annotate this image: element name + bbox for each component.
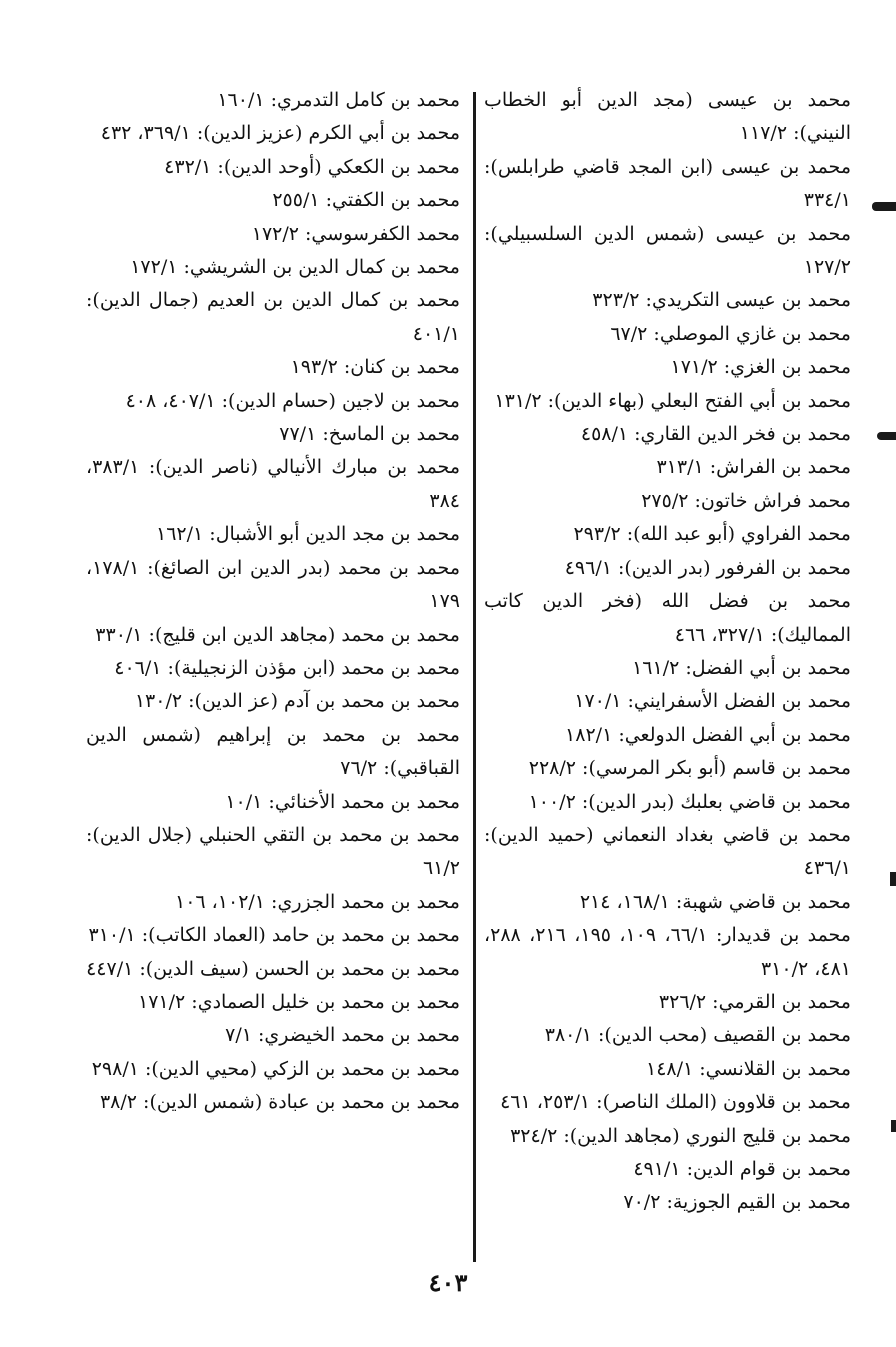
index-entry: محمد بن قاضي شهبة: ١٦٨/١، ٢١٤ xyxy=(579,890,851,913)
index-entry: محمد بن القصيف (محب الدين): ٣٨٠/١ xyxy=(544,1024,851,1047)
index-entry: محمد بن محمد بن الزكي (محيي الدين): ٢٩٨/١ xyxy=(91,1057,460,1080)
index-column-right xyxy=(484,84,851,1220)
index-entry: محمد بن الغزي: ١٧١/٢ xyxy=(670,356,851,379)
index-entry: محمد بن قاسم (أبو بكر المرسي): ٢٢٨/٢ xyxy=(528,757,851,780)
index-entry: محمد بن الكفتي: ٢٥٥/١ xyxy=(272,189,460,212)
index-entry: محمد بن محمد (مجاهد الدين ابن قليج): ٣٣٠/١ xyxy=(95,623,460,646)
index-entry: محمد بن محمد بن التقي الحنبلي (جلال الدين): ٦١/٢ xyxy=(86,823,460,880)
index-entry: محمد بن محمد (بدر الدين ابن الصائغ): ١٧٨/١، ١٧٩ xyxy=(86,556,460,613)
page-edge-mark xyxy=(877,432,896,440)
index-entry: محمد الكفرسوسي: ١٧٢/٢ xyxy=(251,222,460,245)
index-entry: محمد بن أبي الفتح البعلي (بهاء الدين): ١٣١/٢ xyxy=(494,389,851,412)
index-entry: محمد بن الفضل الأسفرايني: ١٧٠/١ xyxy=(574,690,851,713)
index-entry: محمد بن قوام الدين: ٤٩١/١ xyxy=(633,1158,851,1180)
index-entry: محمد بن محمد بن خليل الصمادي: ١٧١/٢ xyxy=(138,990,460,1013)
index-entry: محمد بن الكعكي (أوحد الدين): ٤٣٢/١ xyxy=(164,155,460,178)
index-entry: محمد بن الماسخ: ٧٧/١ xyxy=(279,423,460,446)
index-entry: محمد بن كامل التدمري: ١٦٠/١ xyxy=(217,89,460,111)
index-entry: محمد الفراوي (أبو عبد الله): ٢٩٣/٢ xyxy=(573,523,851,546)
page-edge-mark xyxy=(891,1120,896,1132)
index-entry: محمد بن محمد الخيضري: ٧/١ xyxy=(225,1024,460,1047)
index-entry: محمد بن كنان: ١٩٣/٢ xyxy=(290,356,460,379)
index-entry: محمد بن عيسى (شمس الدين السلسبيلي): ١٢٧/٢ xyxy=(484,222,851,279)
index-entry: محمد بن الفراش: ٣١٣/١ xyxy=(656,456,851,479)
index-entry: محمد بن مجد الدين أبو الأشبال: ١٦٢/١ xyxy=(156,523,460,546)
index-entry: محمد بن قليج النوري (مجاهد الدين): ٣٢٤/٢ xyxy=(510,1124,851,1147)
index-entry: محمد بن كمال الدين بن الشريشي: ١٧٢/١ xyxy=(130,256,460,279)
page-number: ٤٠٣ xyxy=(428,1268,468,1297)
page-edge-mark xyxy=(872,202,896,211)
index-entry: محمد بن قديدار: ٦٦/١، ١٠٩، ١٩٥، ٢١٦، ٢٨٨، ٤٨١، ٣١٠/٢ xyxy=(484,924,851,980)
index-entry: محمد بن كمال الدين بن العديم (جمال الدين): ٤٠١/١ xyxy=(86,289,460,345)
index-entry: محمد بن مبارك الأنيالي (ناصر الدين): ٣٨٣/١، ٣٨٤ xyxy=(86,456,460,512)
index-entry: محمد بن محمد بن الحسن (سيف الدين): ٤٤٧/١ xyxy=(86,957,460,980)
index-entry: محمد بن القرمي: ٣٢٦/٢ xyxy=(658,990,851,1013)
index-column-left xyxy=(86,84,460,1120)
index-entry: محمد بن محمد (ابن مؤذن الزنجيلية): ٤٠٦/١ xyxy=(114,656,460,679)
index-entry: محمد بن أبي الكرم (عزيز الدين): ٣٦٩/١، ٤٣٢ xyxy=(100,122,460,145)
index-entry: محمد بن محمد بن إبراهيم (شمس الدين القباقبي): ٧٦/٢ xyxy=(86,723,460,780)
column-divider xyxy=(473,92,476,1262)
index-entry: محمد بن فضل الله (فخر الدين كاتب المماليك): ٣٢٧/١، ٤٦٦ xyxy=(484,590,851,646)
index-entry: محمد بن محمد بن حامد (العماد الكاتب): ٣١٠/١ xyxy=(88,924,460,947)
index-entry: محمد بن لاجين (حسام الدين): ٤٠٧/١، ٤٠٨ xyxy=(125,389,460,412)
index-entry: محمد بن عيسى (مجد الدين أبو الخطاب النيني): ١١٧/٢ xyxy=(484,89,851,145)
index-entry: محمد بن القلانسي: ١٤٨/١ xyxy=(646,1057,851,1080)
index-entry: محمد بن عيسى التكريدي: ٣٢٣/٢ xyxy=(592,289,851,312)
page-edge-mark xyxy=(890,872,896,886)
index-entry: محمد بن القيم الجوزية: ٧٠/٢ xyxy=(623,1191,851,1214)
index-entry: محمد بن محمد الجزري: ١٠٢/١، ١٠٦ xyxy=(174,890,460,913)
index-entry: محمد بن عيسى (ابن المجد قاضي طرابلس): ٣٣٤/١ xyxy=(484,155,851,212)
index-entry: محمد بن قاضي بعلبك (بدر الدين): ١٠٠/٢ xyxy=(528,790,851,813)
index-entry: محمد بن محمد بن آدم (عز الدين): ١٣٠/٢ xyxy=(134,690,460,713)
index-entry: محمد بن أبي الفضل الدولعي: ١٨٢/١ xyxy=(565,723,851,746)
index-entry: محمد بن أبي الفضل: ١٦١/٢ xyxy=(632,656,851,679)
index-entry: محمد بن محمد بن عبادة (شمس الدين): ٣٨/٢ xyxy=(99,1091,460,1114)
index-entry: محمد بن الفرفور (بدر الدين): ٤٩٦/١ xyxy=(564,556,851,579)
index-entry: محمد بن فخر الدين القاري: ٤٥٨/١ xyxy=(580,423,851,446)
index-entry: محمد بن قاضي بغداد النعماني (حميد الدين): ٤٣٦/١ xyxy=(484,823,851,880)
index-entry: محمد فراش خاتون: ٢٧٥/٢ xyxy=(641,489,851,512)
index-entry: محمد بن غازي الموصلي: ٦٧/٢ xyxy=(610,322,851,345)
index-entry: محمد بن محمد الأخنائي: ١٠/١ xyxy=(225,790,460,813)
index-entry: محمد بن قلاوون (الملك الناصر): ٢٥٣/١، ٤٦١ xyxy=(500,1091,851,1114)
